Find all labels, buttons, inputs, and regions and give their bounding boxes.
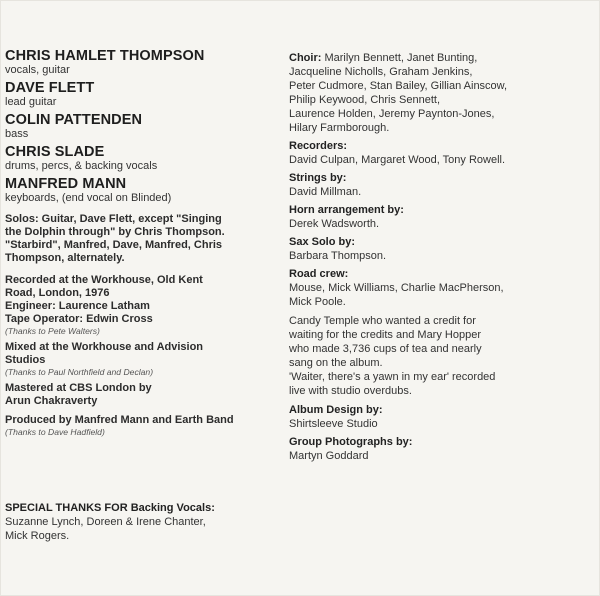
credit-heading: Recorders: (289, 140, 348, 152)
credit-body (289, 153, 589, 167)
member-role: vocals, guitar (5, 64, 70, 76)
member-block (5, 144, 283, 173)
note-line: sang on the album. (289, 357, 383, 369)
credit-block (289, 204, 589, 231)
design-heading: Album Design by: (289, 404, 383, 416)
choir-label: Choir: (289, 52, 322, 64)
solos-line: "Starbird", Manfred, Dave, Manfred, Chris (5, 239, 223, 251)
credit-heading: Strings by: (289, 172, 347, 184)
credit-line: David Millman. (289, 186, 362, 198)
solos-line: the Dolphin through" by Chris Thompson. (5, 226, 225, 238)
choir-line: Philip Keywood, Chris Sennett, (289, 94, 441, 106)
credit-line: Mick Poole. (289, 296, 346, 308)
left-column (5, 48, 283, 442)
recording-credit (5, 274, 283, 326)
notes (289, 314, 589, 398)
solos-line: Solos: Guitar, Dave Flett, except "Singing (5, 213, 222, 225)
credit-line: Barbara Thompson. (289, 250, 387, 262)
member-block (5, 176, 283, 205)
credit-line: David Culpan, Margaret Wood, Tony Rowell. (289, 154, 506, 166)
credit-body (289, 249, 589, 263)
choir-line: Hilary Farmborough. (289, 122, 390, 134)
credit-block (289, 172, 589, 199)
credit-heading: Horn arrangement by: (289, 204, 404, 216)
special-thanks-heading: SPECIAL THANKS FOR Backing Vocals: (5, 502, 215, 514)
member-name: CHRIS SLADE (5, 144, 105, 160)
recorded-line: Recorded at the Workhouse, Old Kent (5, 274, 203, 286)
engineer-line: Engineer: Laurence Latham (5, 300, 150, 312)
credit-body (289, 217, 589, 231)
credit-block (289, 268, 589, 309)
recorded-thanks: (Thanks to Pete Walters) (5, 326, 100, 336)
member-name: MANFRED MANN (5, 176, 127, 192)
credit-line: Derek Wadsworth. (289, 218, 380, 230)
right-column (289, 51, 589, 468)
note-line: Candy Temple who wanted a credit for (289, 315, 476, 327)
design-body (289, 417, 589, 431)
credit-block (289, 140, 589, 167)
recorded-line: Road, London, 1976 (5, 287, 110, 299)
special-thanks (5, 502, 295, 548)
member-role: keyboards, (end vocal on Blinded) (5, 192, 172, 204)
mixing-credit (5, 341, 283, 367)
note-line: who made 3,736 cups of tea and nearly (289, 343, 482, 355)
credit-body (289, 281, 589, 309)
mastering-credit (5, 382, 283, 408)
special-thanks-line: Suzanne Lynch, Doreen & Irene Chanter, (5, 516, 206, 528)
photos-line: Martyn Goddard (289, 450, 369, 462)
choir-line: Marilyn Bennett, Janet Bunting, (321, 52, 478, 64)
member-block (5, 112, 283, 141)
choir-credit (289, 51, 589, 135)
photos-credit (289, 436, 589, 463)
special-thanks-body (5, 515, 295, 543)
note-line: waiting for the credits and Mary Hopper (289, 329, 481, 341)
member-role: lead guitar (5, 96, 57, 108)
production-credit (5, 414, 283, 427)
tape-operator-line: Tape Operator: Edwin Cross (5, 313, 153, 325)
choir-line: Peter Cudmore, Stan Bailey, Gillian Ainscow, (289, 80, 508, 92)
design-line: Shirtsleeve Studio (289, 418, 378, 430)
photos-body (289, 449, 589, 463)
credit-line: Mouse, Mick Williams, Charlie MacPherson, (289, 282, 504, 294)
mixed-line: Mixed at the Workhouse and Advision (5, 341, 204, 353)
member-name: CHRIS HAMLET THOMPSON (5, 48, 205, 64)
member-name: DAVE FLETT (5, 80, 95, 96)
note-line: 'Waiter, there's a yawn in my ear' recorded (289, 371, 496, 383)
solos-line: Thompson, alternately. (5, 252, 125, 264)
credit-block (289, 236, 589, 263)
special-thanks-line: Mick Rogers. (5, 530, 70, 542)
member-name: COLIN PATTENDEN (5, 112, 143, 128)
credit-heading: Road crew: (289, 268, 349, 280)
choir-line: Laurence Holden, Jeremy Paynton-Jones, (289, 108, 495, 120)
mixed-line: Studios (5, 354, 46, 366)
mastered-line: Mastered at CBS London by (5, 382, 152, 394)
member-block (5, 48, 283, 77)
credit-body (289, 185, 589, 199)
choir-line: Jacqueline Nicholls, Graham Jenkins, (289, 66, 473, 78)
note-line: live with studio overdubs. (289, 385, 412, 397)
design-credit (289, 404, 589, 431)
member-block (5, 80, 283, 109)
solos-credit (5, 213, 283, 265)
mastered-line: Arun Chakraverty (5, 395, 98, 407)
photos-heading: Group Photographs by: (289, 436, 413, 448)
mixed-thanks: (Thanks to Paul Northfield and Declan) (5, 367, 154, 377)
member-role: drums, percs, & backing vocals (5, 160, 158, 172)
produced-thanks: (Thanks to Dave Hadfield) (5, 427, 105, 437)
member-role: bass (5, 128, 29, 140)
credit-heading: Sax Solo by: (289, 236, 356, 248)
produced-line: Produced by Manfred Mann and Earth Band (5, 414, 234, 426)
